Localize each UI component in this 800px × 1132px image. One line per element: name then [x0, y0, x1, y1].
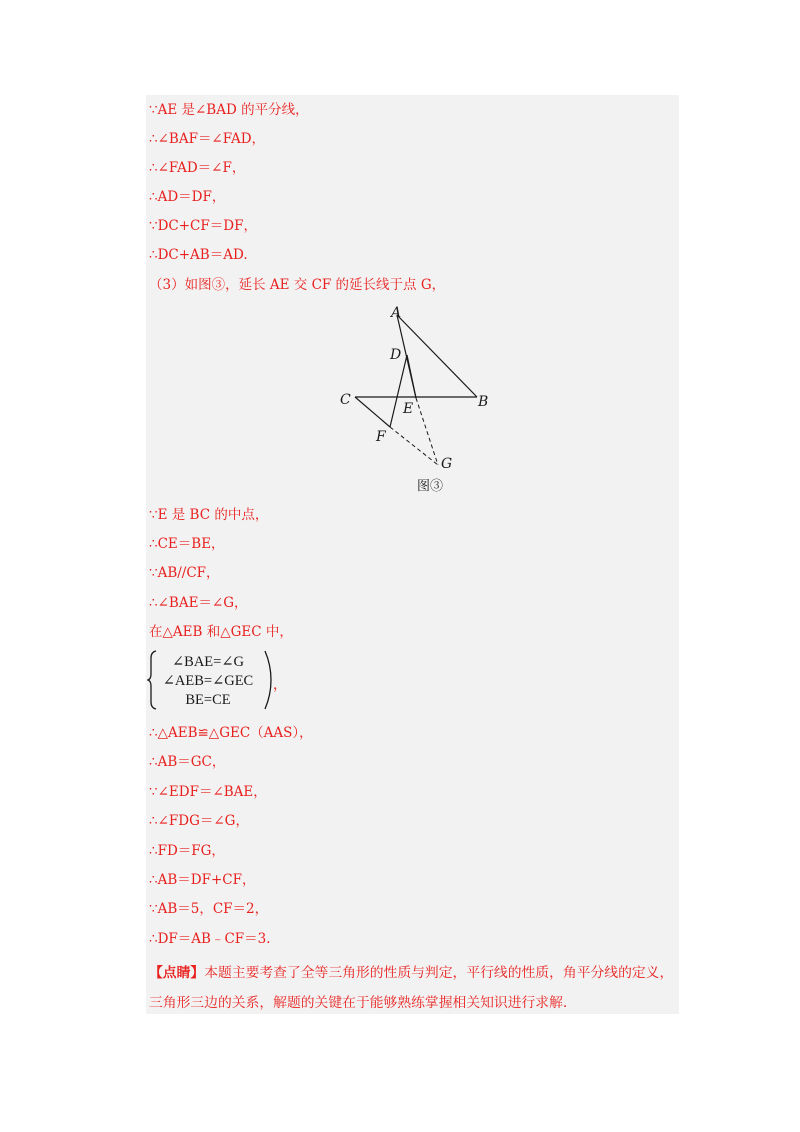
solution-line: ∵∠EDF＝∠BAE， [149, 784, 267, 800]
solution-line: ∴∠BAF＝∠FAD， [149, 131, 266, 147]
segment-eg-dashed [416, 398, 438, 465]
equation-system [147, 650, 287, 712]
geometry-figure [330, 300, 500, 500]
segment-cf [355, 397, 390, 427]
comment-paragraph [149, 958, 679, 1018]
system-row: ∠BAE=∠G [172, 654, 244, 670]
solution-line: ∴∠FDG＝∠G， [149, 813, 249, 829]
solution-line: ∴AB＝DF+CF， [149, 872, 256, 888]
solution-line: ∴DF＝AB﹣CF＝3. [149, 931, 271, 947]
right-paren [263, 650, 273, 710]
solution-line: ∵E 是 BC 的中点， [149, 507, 269, 523]
label-e: E [403, 401, 414, 417]
label-d: D [390, 347, 402, 363]
solution-line: ∴FD＝FG， [149, 843, 225, 859]
segment-ab [397, 315, 477, 397]
solution-line: ∴∠FAD＝∠F， [149, 160, 246, 176]
label-c: C [340, 392, 351, 408]
system-row: ∠AEB=∠GEC [162, 673, 254, 689]
solution-line: ∴CE＝BE， [149, 536, 225, 552]
solution-line: ∴△AEB≌△GEC（AAS）， [149, 725, 313, 741]
solution-line: ∵AB＝5，CF＝2， [149, 901, 269, 917]
label-f: F [376, 429, 386, 445]
label-a: A [391, 305, 402, 321]
comment-tag: 【点睛】 [149, 965, 205, 981]
label-g: G [441, 456, 453, 472]
solution-line: ∵DC+CF＝DF， [149, 218, 257, 234]
segment-fg-dashed [390, 427, 438, 465]
solution-line: ∴DC+AB＝AD. [149, 247, 248, 263]
solution-line: ∵AB//CF， [149, 565, 220, 581]
figure-caption: 图③ [417, 479, 444, 494]
solution-line: 在△AEB 和△GEC 中， [149, 624, 293, 640]
solution-line: ∴∠BAE＝∠G， [149, 595, 248, 611]
solution-line: ∵AE 是∠BAD 的平分线， [149, 102, 309, 118]
part3-intro: （3）如图③，延长 AE 交 CF 的延长线于点 G， [149, 277, 446, 293]
segment-de [407, 355, 416, 398]
comment-text: 本题主要考查了全等三角形的性质与判定，平行线的性质，角平分线的定义，三角形三边的关系，解题的关键在于能够熟练掌握相关知识进行求解. [149, 965, 674, 1011]
label-b: B [478, 394, 489, 410]
system-row: BE=CE [185, 692, 231, 708]
solution-line: ∴AB＝GC， [149, 754, 226, 770]
system-trailing-comma: ， [273, 677, 287, 693]
solution-line: ∴AD＝DF， [149, 189, 226, 205]
